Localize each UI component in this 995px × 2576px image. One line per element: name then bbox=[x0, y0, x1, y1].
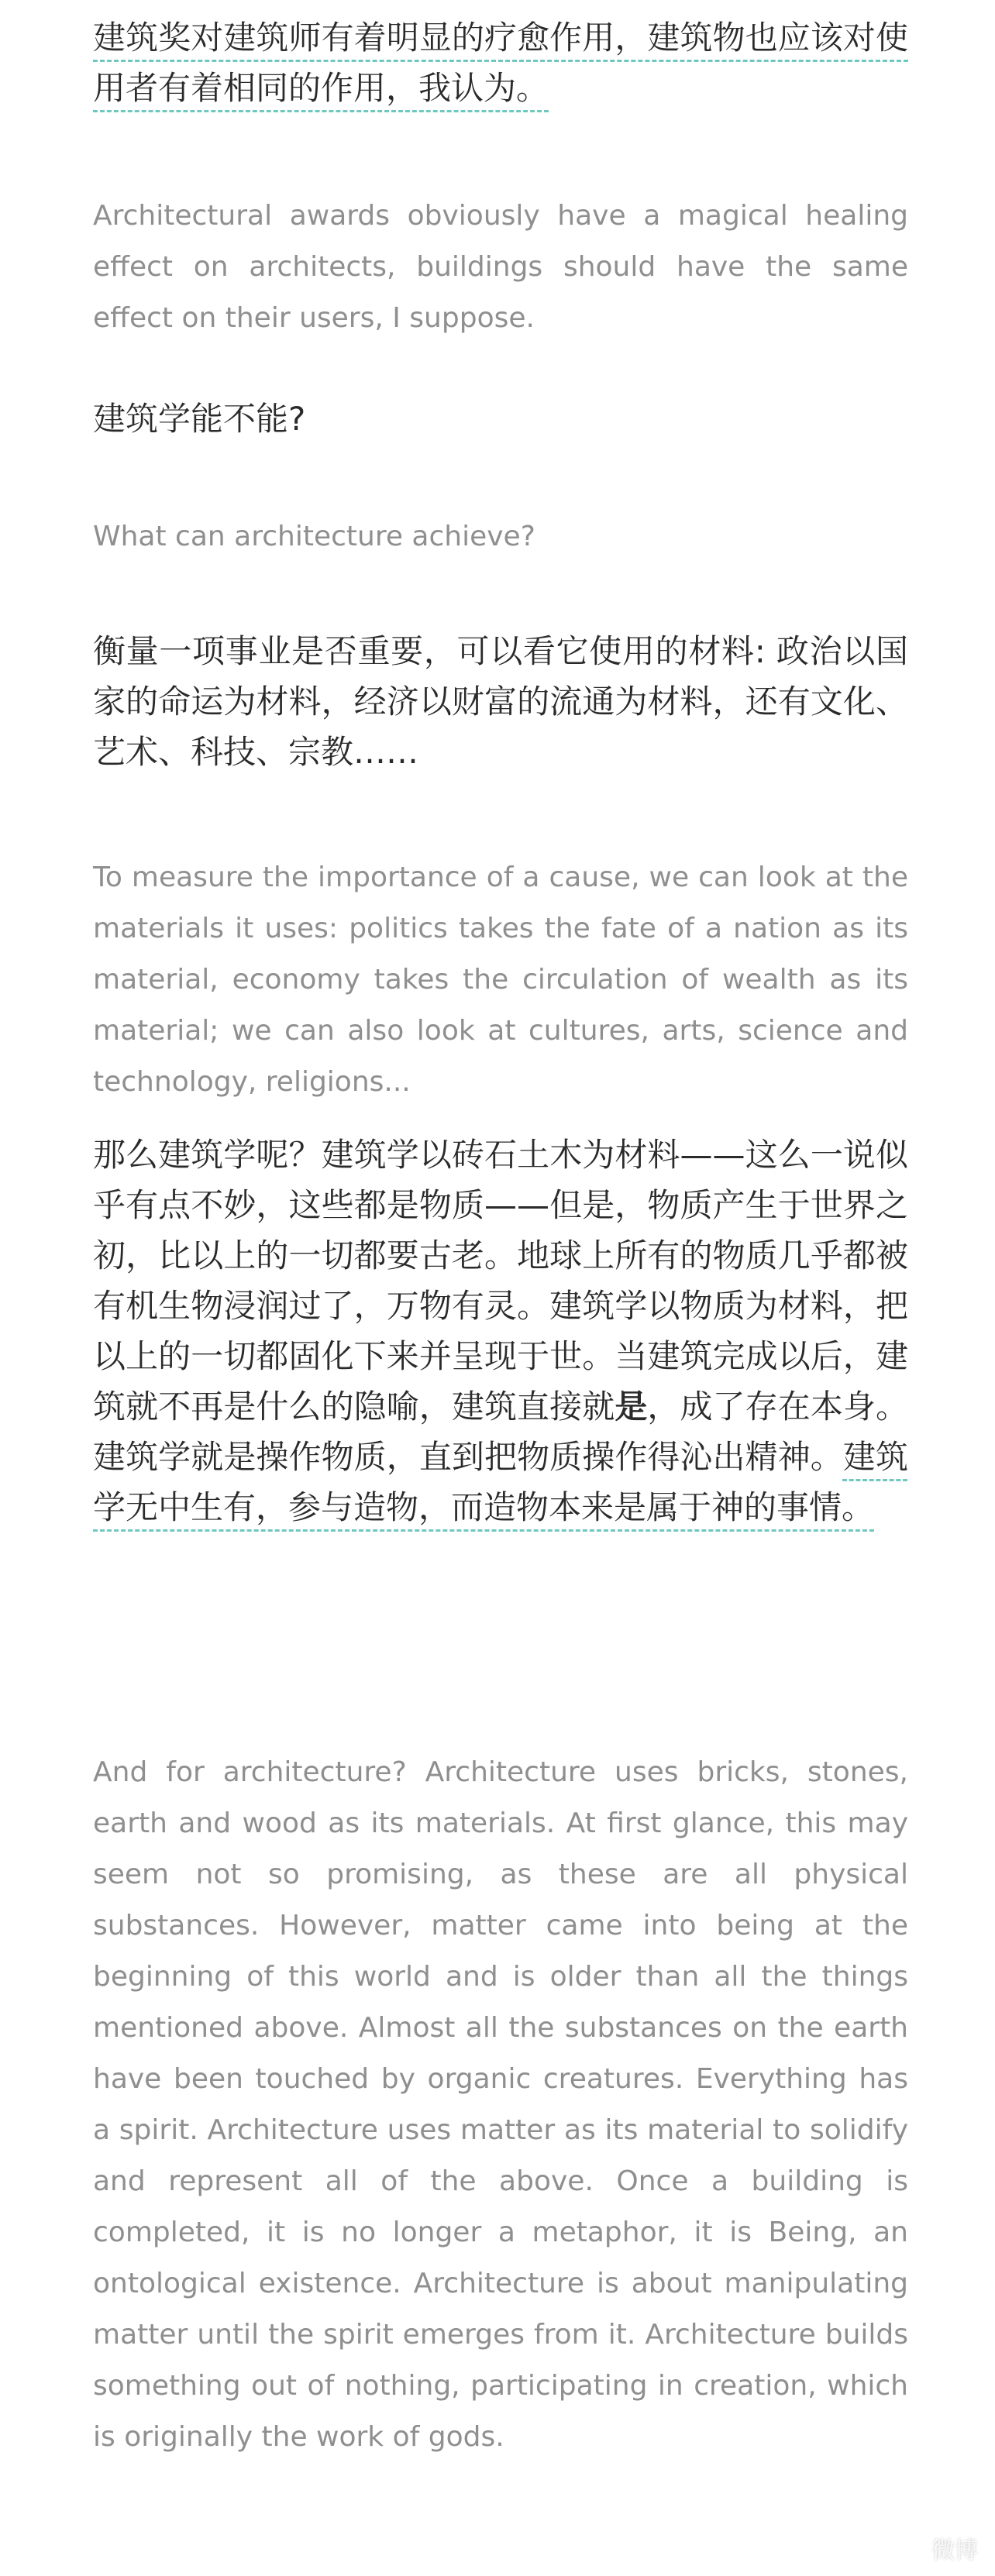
paragraph-en-2: To measure the importance of a cause, we can look at the materials it uses: politics takes the fate of a nation as its material, economy takes the circulation of wealth as its material; we can also look at cultures, arts, science and technology, religions... bbox=[93, 862, 908, 1098]
paragraph-zh-1 bbox=[93, 12, 908, 113]
emphasis-being: 是 bbox=[615, 1388, 648, 1426]
paragraph-en-1: Architectural awards obviously have a magical healing effect on architects, buildings should have the same effect on their users, I suppose. bbox=[93, 200, 908, 334]
paragraph-zh-2: 衡量一项事业是否重要，可以看它使用的材料: 政治以国家的命运为材料，经济以财富的流通为材料，还有文化、艺术、科技、宗教…… bbox=[93, 632, 908, 771]
paragraph-en-3: And for architecture? Architecture uses bricks, stones, earth and wood as its materials. At first glance, this may seem not so promising, as these are all physical substances. However, matter came into being at the beginning of this world and is older than all the things mentioned above. Almost all the substances on the earth have been touched by organic creatures. Everything has a spirit. Architecture uses matter as its material to solidify and represent all of the above. Once a building is completed, it is no longer a metaphor, it is Being, an ontological existence. Architecture is about manipulating matter until the spirit emerges from it. Architecture builds something out of nothing, participating in creation, which is originally the work of gods. bbox=[93, 1756, 908, 2453]
highlighted-quote[interactable]: 建筑奖对建筑师有着明显的疗愈作用，建筑物也应该对使用者有着相同的作用，我认为。 bbox=[93, 19, 908, 107]
paragraph-zh-3 bbox=[93, 1130, 908, 1532]
watermark: 微博 bbox=[931, 2537, 978, 2564]
section-heading-en: What can architecture achieve? bbox=[93, 521, 535, 552]
paragraph-zh-3-part-b: ，成了存在本身。建筑学就是操作物质，直到把物质操作得沁出精神。 bbox=[93, 1388, 908, 1476]
paragraph-zh-3-part-a: 那么建筑学呢？建筑学以砖石土木为材料——这么一说似乎有点不妙，这些都是物质——但是，物质产生于世界之初，比以上的一切都要古老。地球上所有的物质几乎都被有机生物浸润过了，万物有灵。建筑学以物质为材料，把以上的一切都固化下来并呈现于世。当建筑完成以后，建筑就不再是什么的隐喻，建筑直接就 bbox=[93, 1136, 908, 1426]
highlighted-quote-2[interactable]: 建筑学无中生有，参与造物，而造物本来是属于神的事情。 bbox=[93, 1438, 908, 1526]
section-heading-zh: 建筑学能不能? bbox=[93, 400, 306, 438]
